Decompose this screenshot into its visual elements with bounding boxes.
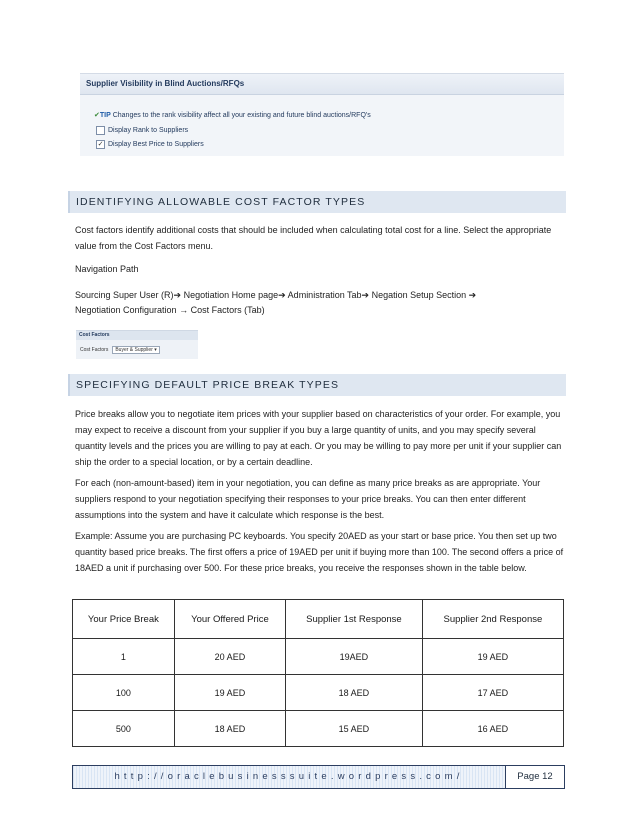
- price-breaks-paragraph1: Price breaks allow you to negotiate item prices with your supplier based on characteristics of your order. For example, you may expect to receive a discount from your supplier if you buy a large quantity of units, and you may specify several quantity levels and the prices you are willing to pay at each. Or you may be willing to pay more per unit if your supplier can ship the order to a special location, or by a certain deadline.: [75, 409, 562, 467]
- price-breaks-paragraph3: Example: Assume you are purchasing PC keyboards. You specify 20AED as your start or base price. You then set up two quantity based price breaks. The first offers a price of 19AED per unit if buying more than 100. The second offers a price of 18AED a unit if purchasing over 500. For these price breaks, you receive the responses shown in the table below.: [75, 531, 564, 573]
- table-cell: 18 AED: [174, 711, 285, 747]
- table-cell: 17 AED: [422, 675, 563, 711]
- tip-message: Changes to the rank visibility affect all your existing and future blind auctions/RFQ's: [112, 112, 371, 119]
- cost-factors-select[interactable]: Buyer & Supplier ▾: [112, 346, 159, 354]
- screenshot-header: Supplier Visibility in Blind Auctions/RFQs: [80, 74, 564, 95]
- table-cell: 19AED: [286, 639, 423, 675]
- table-cell: 19 AED: [174, 675, 285, 711]
- checkmark-icon: ✔: [94, 112, 100, 119]
- table-cell: 19 AED: [422, 639, 563, 675]
- tip-text: [94, 111, 371, 119]
- table-row: [73, 675, 564, 711]
- table-cell: 1: [73, 639, 175, 675]
- column-header: Supplier 2nd Response: [422, 600, 563, 639]
- column-header: Supplier 1st Response: [286, 600, 423, 639]
- navigation-path-line1: Sourcing Super User (R)➔ Negotiation Home page➔ Administration Tab➔ Negation Setup Section ➔: [75, 290, 477, 300]
- page-number: Page 12: [505, 766, 564, 788]
- option-label: Display Rank to Suppliers: [108, 127, 189, 134]
- supplier-visibility-screenshot: [80, 73, 564, 156]
- cost-factors-paragraph: Cost factors identify additional costs that should be included when calculating total cost for a line. Select the appropriate value from the Cost Factors menu.: [75, 225, 552, 251]
- table-cell: 100: [73, 675, 175, 711]
- navigation-path-line2: Negotiation Configuration → Cost Factors (Tab): [75, 305, 265, 315]
- option-label: Display Best Price to Suppliers: [108, 141, 204, 148]
- checkbox-icon[interactable]: [96, 126, 105, 135]
- section-heading-cost-factors: IDENTIFYING ALLOWABLE COST FACTOR TYPES: [68, 191, 566, 213]
- table-cell: 16 AED: [422, 711, 563, 747]
- screenshot-header: Cost Factors: [76, 331, 198, 340]
- table-cell: 15 AED: [286, 711, 423, 747]
- table-row: [73, 639, 564, 675]
- page-footer: [72, 765, 565, 789]
- cost-factors-screenshot: [76, 330, 198, 359]
- table-cell: 500: [73, 711, 175, 747]
- column-header: Your Price Break: [73, 600, 175, 639]
- display-best-price-option[interactable]: [96, 140, 204, 149]
- navigation-path-label: Navigation Path: [75, 264, 139, 274]
- price-break-table: [72, 599, 564, 747]
- column-header: Your Offered Price: [174, 600, 285, 639]
- chevron-down-icon: ▾: [154, 347, 157, 353]
- field-label: Cost Factors: [80, 347, 109, 353]
- price-breaks-paragraph2: For each (non-amount-based) item in your negotiation, you can define as many price breaks as are appropriate. Your suppliers respond to your negotiation specifying their responses to your price breaks. You can then enter different assumptions into the system and have it calculate which response is the best.: [75, 478, 541, 520]
- table-header-row: [73, 600, 564, 639]
- table-row: [73, 711, 564, 747]
- section-heading-price-breaks: SPECIFYING DEFAULT PRICE BREAK TYPES: [68, 374, 566, 396]
- table-cell: 18 AED: [286, 675, 423, 711]
- tip-label: TIP: [99, 112, 111, 119]
- display-rank-option[interactable]: [96, 126, 188, 135]
- table-cell: 20 AED: [174, 639, 285, 675]
- checkbox-checked-icon[interactable]: ✓: [97, 141, 104, 148]
- footer-url[interactable]: http://oraclebusinesssuite.wordpress.com/: [73, 766, 505, 788]
